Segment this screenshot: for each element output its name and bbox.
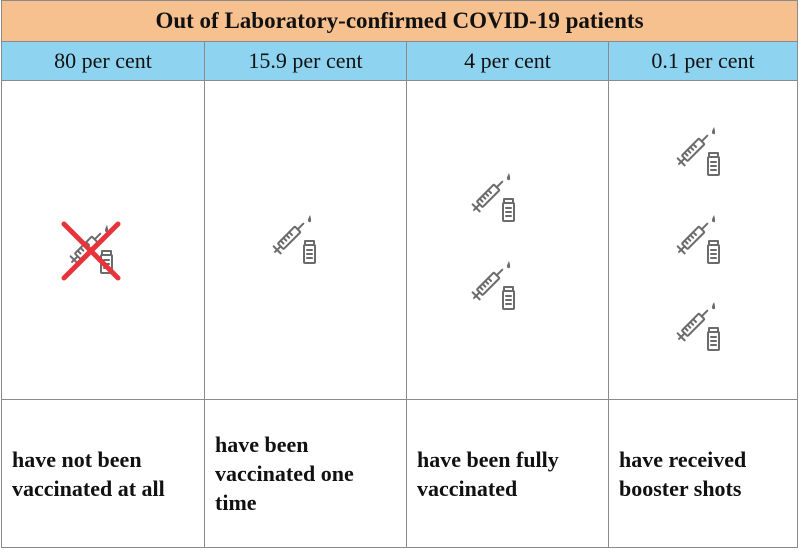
description-booster: have received booster shots	[619, 446, 747, 501]
description-row	[2, 400, 797, 547]
syringe-and-vial-icon	[669, 211, 725, 267]
syringe-and-vial-icon	[669, 298, 725, 354]
icon-cell-one-dose	[205, 81, 407, 399]
syringe-and-vial-icon	[265, 211, 321, 267]
icon-row	[2, 81, 797, 400]
syringe-and-vial-icon	[669, 123, 725, 179]
red-cross-icon	[56, 216, 126, 286]
percent-header-row	[2, 42, 797, 81]
percent-not-vaccinated: 80 per cent	[2, 42, 205, 80]
icon-cell-booster	[609, 81, 797, 399]
description-not-vaccinated: have not been vaccinated at all	[2, 400, 205, 547]
infographic-table	[1, 0, 798, 548]
syringe-and-vial-icon	[464, 257, 520, 313]
percent-one-dose: 15.9 per cent	[205, 42, 407, 80]
percent-fully-vaccinated: 4 per cent	[407, 42, 609, 80]
description-one-dose: have been vaccinated one time	[205, 400, 407, 547]
icon-cell-not-vaccinated	[2, 81, 205, 399]
table-title: Out of Laboratory-confirmed COVID-19 patients	[2, 1, 797, 42]
icon-cell-fully-vaccinated	[407, 81, 609, 399]
syringe-and-vial-icon	[464, 169, 520, 225]
description-fully-vaccinated: have been fully vaccinated	[407, 400, 609, 547]
percent-booster: 0.1 per cent	[651, 48, 755, 73]
